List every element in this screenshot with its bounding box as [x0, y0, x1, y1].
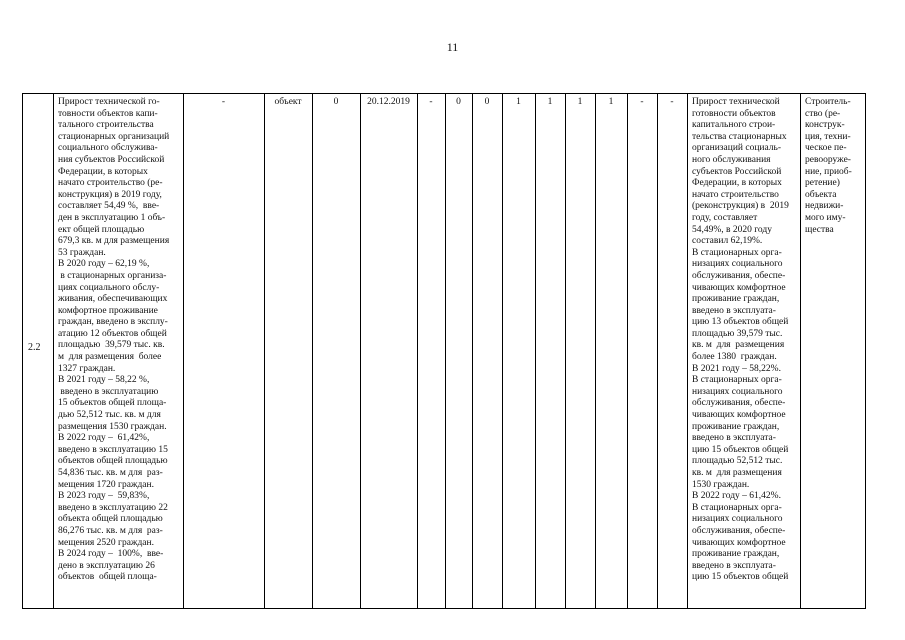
col-border — [360, 93, 361, 609]
col-border — [53, 93, 54, 609]
year-value-cell: - — [640, 97, 644, 107]
year-value-cell: 0 — [456, 97, 461, 107]
col-border — [800, 93, 801, 609]
col-border — [22, 93, 23, 609]
year-value-cell: 1 — [608, 97, 614, 107]
year-value-cell: - — [670, 97, 674, 107]
object-type-cell: Строитель- ство (ре- конструк- ция, техни- ческое пе- ревооруже- ние, приоб- ретение) объекта недвижи- мого иму- щества — [805, 97, 852, 235]
col-border — [472, 93, 473, 609]
col-border — [627, 93, 628, 609]
unit-cell: объект — [274, 97, 302, 107]
page-number: 11 — [446, 40, 459, 54]
col-border — [687, 93, 688, 609]
col-border — [535, 93, 536, 609]
col-border — [502, 93, 503, 609]
row-number: 2.2 — [28, 342, 41, 353]
year-value-cell: - — [429, 97, 433, 107]
dash-cell: - — [221, 97, 226, 107]
col-border — [657, 93, 658, 609]
indicator-description: Прирост технической го- товности объектов капи- тального строительства стационарных организаций социального обслужива- ния субъектов Российской Федерации, в которых начато строительство (ре- конструкция) в 2019 году, составляет 54,49 %, вве- ден в эксплуатацию 1 объ- ект общей площадью 679,3 кв. м для размещения 53 граждан. В 2020 году – 62,19 %, в стационарных организа- циях социального обслу- живания, обеспечивающих комфортное проживание граждан, введено в эксплу- атацию 12 объектов общей площадью 39,579 тыс. кв. м для размещения более 1327 граждан. В 2021 году – 58,22 %, введено в эксплуатацию 15 объектов общей площа- дью 52,512 тыс. кв. м для размещения 1530 граждан. В 2022 году – 61,42%, введено в эксплуатацию 15 объектов общей площадью 54,836 тыс. кв. м для раз- мещения 1720 граждан. В 2023 году – 59,83%, введено в эксплуатацию 22 объекта общей площадью 86,276 тыс. кв. м для раз- мещения 2520 граждан. В 2024 году – 100%, вве- дено в эксплуатацию 26 объектов общей площа- — [58, 97, 170, 583]
col-border — [445, 93, 446, 609]
year-value-cell: 1 — [547, 97, 553, 107]
year-value-cell: 1 — [577, 97, 583, 107]
col-border — [264, 93, 265, 609]
year-value-cell: 0 — [484, 97, 490, 107]
base-date-cell: 20.12.2019 — [367, 97, 410, 107]
col-border — [183, 93, 184, 609]
col-border — [417, 93, 418, 609]
col-border — [312, 93, 313, 609]
base-value-cell: 0 — [333, 97, 339, 107]
col-border — [565, 93, 566, 609]
table-bottom-border — [22, 608, 866, 609]
result-description: Прирост технической готовности объектов капитального строи- тельства стационарных организаций социаль- ного обслуживания субъектов Российской Федерации, в которых начато строительство (реконструкция) в 2019 году, составляет 54,49%, в 2020 году составил 62,19%. В стационарных орга- низациях социального обслуживания, обеспе- чивающих комфортное проживание граждан, введено в эксплуата- цию 13 объектов общей площадью 39,579 тыс. кв. м для размещения более 1380 граждан. В 2021 году – 58,22%. В стационарных орга- низациях социального обслуживания, обеспе- чивающих комфортное проживание граждан, введено в эксплуата- цию 15 объектов общей площадью 52,512 тыс. кв. м для размещения 1530 граждан. В 2022 году – 61,42%. В стационарных орга- низациях социального обслуживания, обеспе- чивающих комфортное проживание граждан, введено в эксплуата- цию 15 объектов общей — [692, 97, 789, 583]
col-border — [865, 93, 866, 609]
year-value-cell: 1 — [516, 97, 521, 107]
table-top-border — [22, 93, 866, 94]
col-border — [595, 93, 596, 609]
